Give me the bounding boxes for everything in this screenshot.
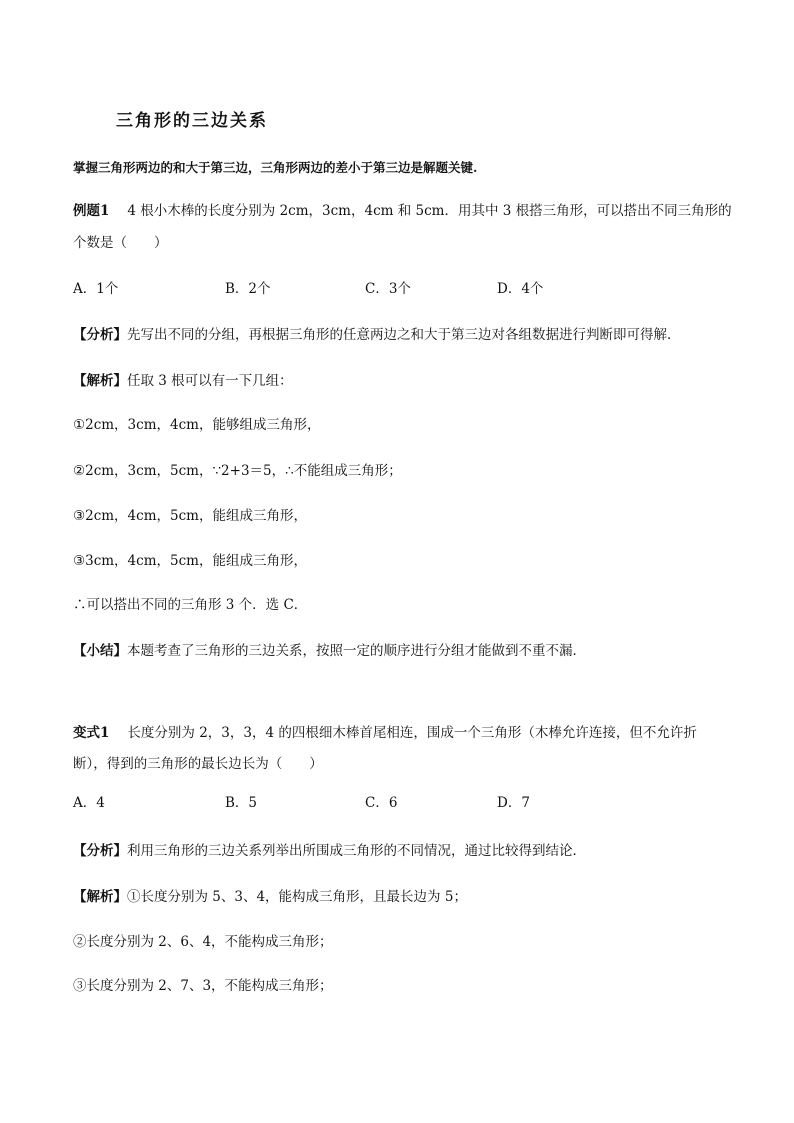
example1-step: ②2cm，3cm，5cm，∵2+3＝5，∴不能组成三角形； <box>73 463 402 479</box>
variant1-solution-text: ①长度分别为 5、3、4，能构成三角形，且最长边为 5； <box>127 889 467 905</box>
example1-question-text1: 4 根小木棒的长度分别为 2cm，3cm，4cm 和 5cm．用其中 3 根搭三角形，可以搭出不同三角形的 <box>127 203 732 219</box>
variant1-question-text1: 长度分别为 2，3，3，4 的四根细木棒首尾相连，围成一个三角形（木棒允许连接，但不允许折 <box>127 725 697 741</box>
example1-step: ③2cm，4cm，5cm，能组成三角形， <box>73 508 307 524</box>
example1-conclusion: ∴可以搭出不同的三角形 3 个．选 C． <box>73 597 308 613</box>
example1-step: ③3cm，4cm，5cm，能组成三角形， <box>73 553 307 569</box>
variant1-question-line1 <box>73 724 697 742</box>
variant1-solution <box>73 888 467 906</box>
variant1-solution-label: 【解析】 <box>73 889 127 905</box>
variant1-option-c: C．6 <box>365 795 398 811</box>
variant1-option-a: A．4 <box>73 795 105 811</box>
example1-option-b: B．2个 <box>225 281 271 297</box>
example1-summary-label: 【小结】 <box>73 643 127 659</box>
example1-solution-label: 【解析】 <box>73 373 127 389</box>
example1-analysis-text: 先写出不同的分组，再根据三角形的任意两边之和大于第三边对各组数据进行判断即可得解． <box>127 327 681 343</box>
variant1-analysis-text: 利用三角形的三边关系列举出所围成三角形的不同情况，通过比较得到结论． <box>127 843 586 859</box>
example1-option-d: D．4个 <box>497 281 544 297</box>
example1-solution-text: 任取 3 根可以有一下几组： <box>127 373 293 389</box>
variant1-label: 变式1 <box>73 725 110 741</box>
variant1-option-d: D．7 <box>497 795 530 811</box>
example1-solution <box>73 372 293 390</box>
example1-option-a: A．1个 <box>73 281 119 297</box>
example1-question-line2: 个数是（ ） <box>73 235 168 251</box>
variant1-question-line2: 断），得到的三角形的最长边长为（ ） <box>73 756 323 772</box>
variant1-analysis <box>73 842 586 860</box>
example1-summary-text: 本题考查了三角形的三边关系，按照一定的顺序进行分组才能做到不重不漏． <box>127 643 586 659</box>
page-title: 三角形的三边关系 <box>116 111 268 131</box>
example1-question-line1 <box>73 202 732 220</box>
example1-label: 例题1 <box>73 203 110 219</box>
example1-summary <box>73 642 586 660</box>
example1-analysis <box>73 326 681 344</box>
intro-text: 掌握三角形两边的和大于第三边，三角形两边的差小于第三边是解题关键. <box>73 160 478 175</box>
variant1-option-b: B．5 <box>225 795 258 811</box>
example1-step: ①2cm，3cm，4cm，能够组成三角形， <box>73 417 321 433</box>
variant1-analysis-label: 【分析】 <box>73 843 127 859</box>
variant1-step: ②长度分别为 2、6、4，不能构成三角形； <box>73 934 333 950</box>
example1-analysis-label: 【分析】 <box>73 327 127 343</box>
variant1-step: ③长度分别为 2、7、3，不能构成三角形； <box>73 978 333 994</box>
example1-option-c: C．3个 <box>365 281 411 297</box>
